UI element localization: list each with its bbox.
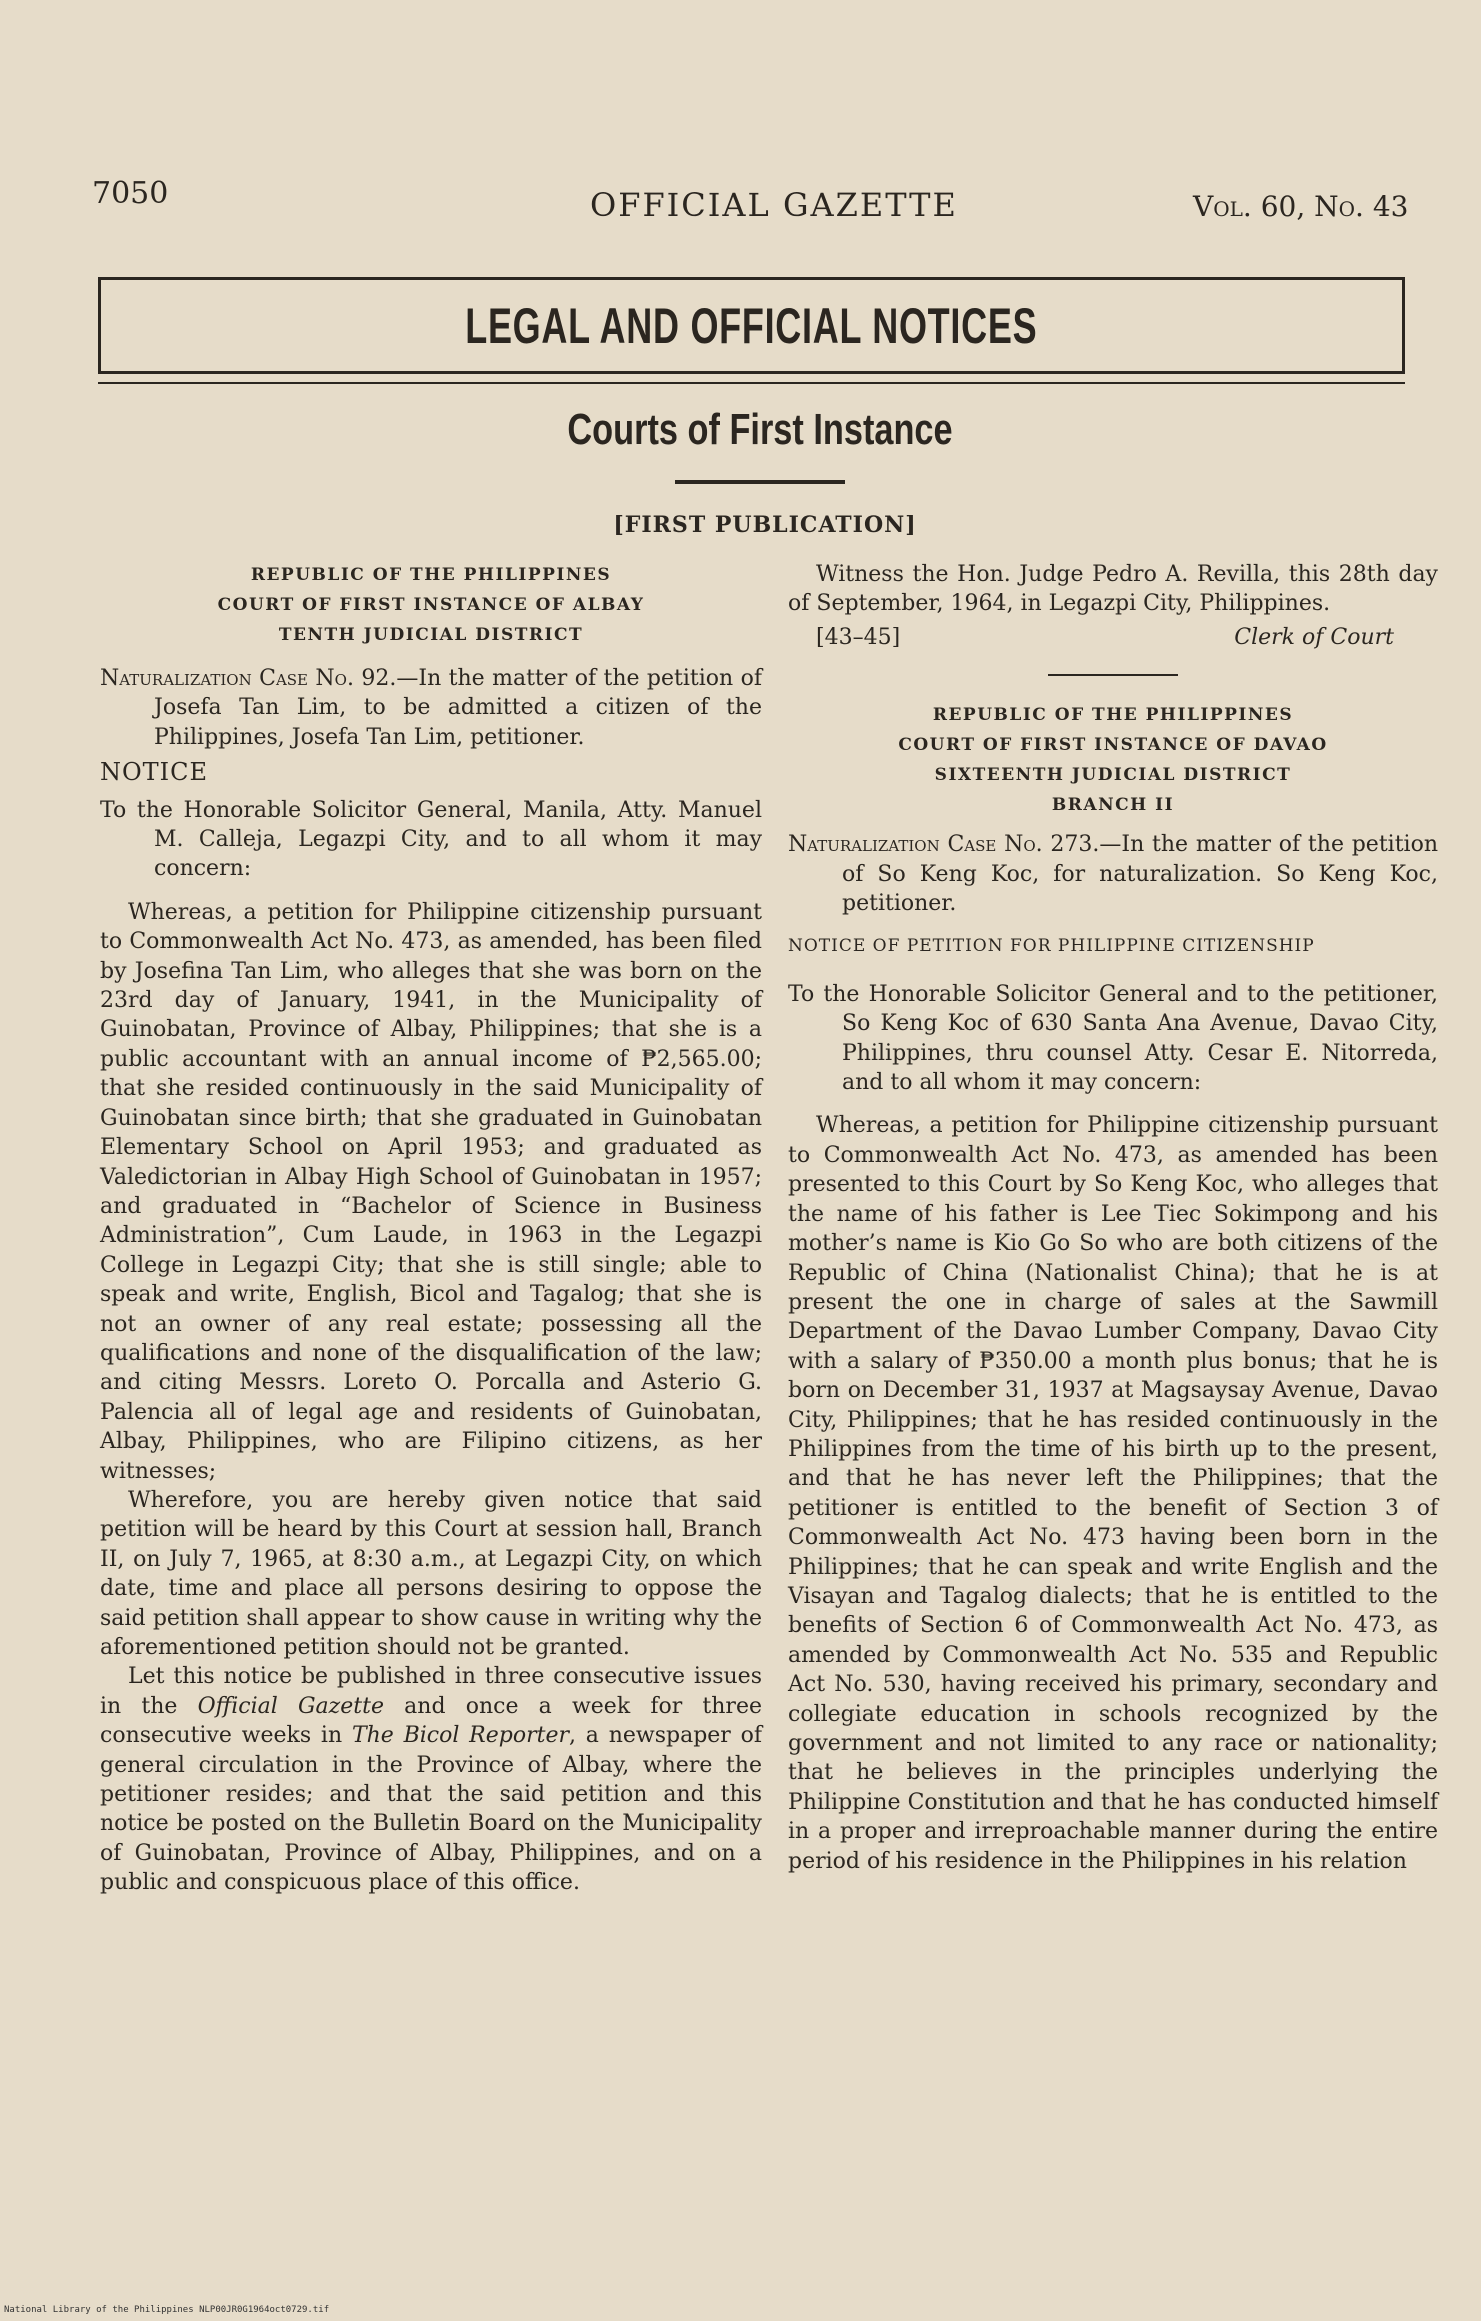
whereas-paragraph: Whereas, a petition for Philippine citizenship pursuant to Commonwealth Act No. 473, as amended, has been filed by Josefina Tan Lim, who alleges that she was born on the 23rd day of January, 1941, in the Municipality of Guinobatan, Province of Albay, Philippines; that she is a public accountant with an annual income of ₱2,565.00; that she resided continuously in the said Municipality of Guinobatan since birth; that she graduated in Guinobatan Elementary School on April 1953; and graduated as Valedictorian in Albay High School of Guinobatan in 1957; and graduated in “Bachelor of Science in Business Administration”, Cum Laude, in 1963 in the Legazpi College in Legazpi City; that she is still single; able to speak and write, English, Bicol and Tagalog; that she is not an owner of any real estate; possessing all the qualifications and none of the disqualification of the law; and citing Messrs. Loreto O. Porcalla and Asterio G. Palencia all of legal age and residents of Guinobatan, Albay, Philippines, who are Filipino citizens, as her witnesses; [100,899,762,1484]
witness-paragraph: Witness the Hon. Judge Pedro A. Revilla, this 28th day of September, 1964, in Legazpi City, Philippines. [788,562,1438,617]
text-run-italic: Official Gazette [197,1693,384,1719]
court-line: TENTH JUDICIAL DISTRICT [278,625,584,645]
legal-notices-banner [98,277,1405,374]
whereas-paragraph: Whereas, a petition for Philippine citizenship pursuant to Commonwealth Act No. 473, as amended has been presented to this Court by So Keng Koc, who alleges that the name of his father is Lee Tiec Sokimpong and his mother’s name is Kio Go So who are both citizens of the Republic of China (Nationalist China); that he is at present the one in charge of sales at the Sawmill Department of the Davao Lumber Company, Davao City with a salary of ₱350.00 a month plus bonus; that he is born on December 31, 1937 at Magsaysay Avenue, Davao City, Philippines; that he has resided continuously in the Philippines from the time of his birth up to the present, and that he has never left the Philippines; that the petitioner is entitled to the benefit of Section 3 of Commonwealth Act No. 473 having been born in the Philippines; that he can speak and write English and the Visayan and Tagalog dialects; that he is entitled to the benefits of Section 6 of Commonwealth Act No. 473, as amended by Commonwealth Act No. 535 and Republic Act No. 530, having received his primary, secondary and collegiate education in schools recognized by the government and not limited to any race or nationality; that he believes in the principles underlying the Philippine Constitution and that he has conducted himself in a proper and irreproachable manner during the entire period of his residence in the Philippines in his relation [788,1113,1438,1874]
text-run: and once a week for three consecutive weeks in [100,1693,762,1749]
issue-reference: [43–45] [816,624,901,650]
publication-title: OFFICIAL GAZETTE [590,186,958,224]
scan-footer: National Library of the Philippines NLP00JR0G1964oct0729.tif [4,2305,330,2315]
court-line: REPUBLIC OF THE PHILIPPINES [250,565,612,585]
court-header-albay [100,560,762,650]
right-column [788,560,1438,1876]
text-run: , a newspaper of general circulation in the Province of Albay, where the petitioner resides; and that the said petition and this notice be posted on the Bulletin Board on the Municipality of Guinobatan, Province of Albay, Philippines, and on a public and conspicuous place of this office. [100,1723,762,1896]
court-line: COURT OF FIRST INSTANCE OF ALBAY [217,595,645,615]
notice-heading: NOTICE [100,758,209,787]
case-caption [788,830,1438,918]
volume-number: Vol. 60, No. 43 [1193,190,1409,223]
case-text: —In the matter of the petition of So Keng Koc, for naturalization. So Keng Koc, petitioner. [842,832,1438,917]
text-run: Let this notice be published in three consecutive issues in the [100,1664,762,1719]
left-column [100,560,762,1898]
notice-heading: NOTICE OF PETITION FOR PHILIPPINE CITIZENSHIP [788,936,1315,957]
case-label: Naturalization Case No. 273. [788,832,1100,858]
case-label: Naturalization Case No. 92. [100,666,397,691]
case-caption [100,664,762,752]
text-run-italic: The Bicol Reporter [351,1723,569,1749]
court-header-davao [788,700,1438,820]
court-line: SIXTEENTH JUDICIAL DISTRICT [934,765,1292,786]
court-line: REPUBLIC OF THE PHILIPPINES [932,705,1294,726]
banner-divider [98,382,1405,384]
notice-address: To the Honorable Solicitor General and to the petitioner, So Keng Koc of 630 Santa Ana Avenue, Davao City, Philippines, thru counsel Atty. Cesar E. Nitorreda, and to all whom it may concern: [788,981,1438,1096]
notice-divider [1048,674,1178,676]
section-title: Courts of First Instance [567,405,953,454]
publication-order-paragraph [100,1662,762,1897]
wherefore-paragraph: Wherefore, you are hereby given notice that said petition will be heard by this Court at session hall, Branch II, on July 7, 1965, at 8:30 a.m., at Legazpi City, on which date, time and place all persons desiring to oppose the said petition shall appear to show cause in writing why the aforementioned petition should not be granted. [100,1487,762,1660]
banner-text: LEGAL AND OFFICIAL NOTICES [465,297,1038,354]
court-line: COURT OF FIRST INSTANCE OF DAVAO [898,735,1328,756]
case-text: —In the matter of the petition of Josefa Tan Lim, to be admitted a citizen of the Philippines, Josefa Tan Lim, petitioner. [154,666,763,750]
page-number: 7050 [92,176,169,211]
notice-address: To the Honorable Solicitor General, Manila, Atty. Manuel M. Calleja, Legazpi City, and to all whom it may concern: [100,797,762,882]
section-divider [675,480,845,484]
signature-row [788,623,1438,652]
clerk-of-court: Clerk of Court [1234,624,1394,650]
publication-note: [FIRST PUBLICATION] [613,512,917,538]
court-line: BRANCH II [1051,795,1175,816]
